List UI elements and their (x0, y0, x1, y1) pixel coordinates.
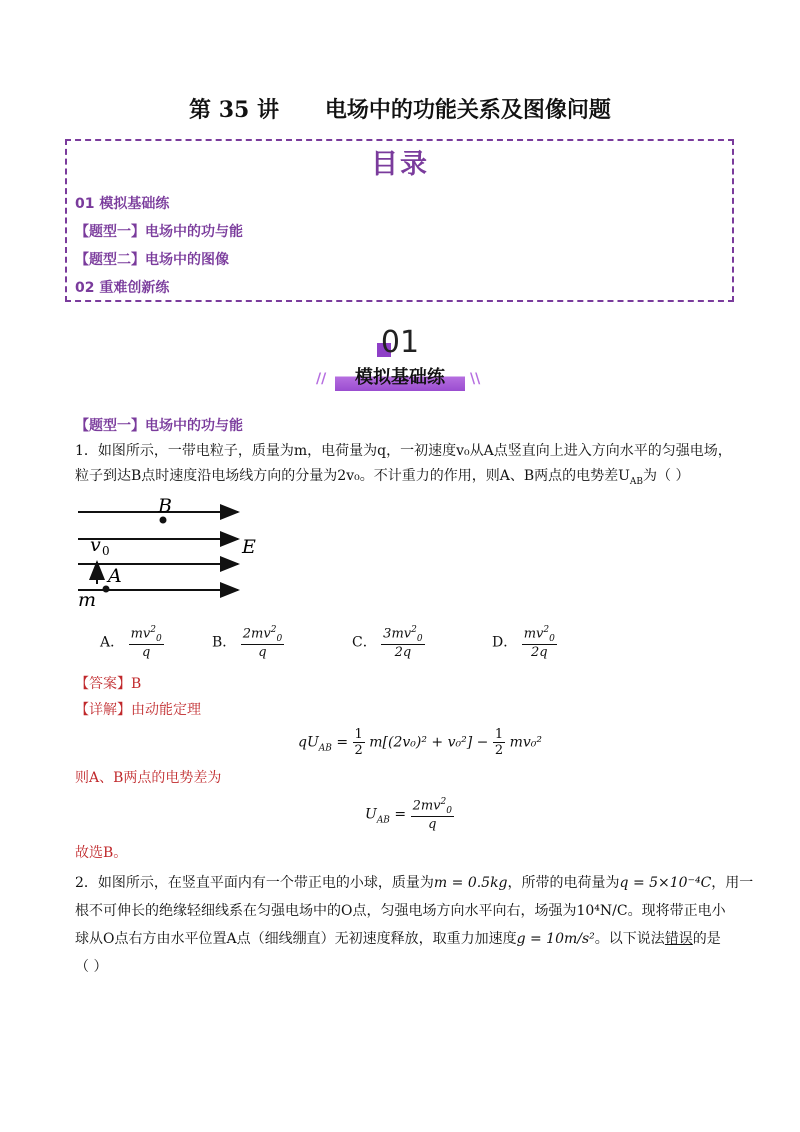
eq2-fraction (411, 797, 454, 832)
eq1-bracket: [(2v₀)² + v₀²] (382, 734, 473, 751)
section-number: 01 (380, 325, 420, 360)
q1-field-figure (70, 495, 270, 610)
label-m: m (78, 589, 97, 610)
answer-value: B (131, 676, 142, 692)
q1-line2 (75, 465, 745, 493)
eq2-sub: 0 (446, 805, 452, 816)
section-slash-right: \\ (470, 371, 481, 387)
option-a-sub: 0 (155, 633, 162, 644)
option-d-sup: 2 (543, 625, 550, 635)
q1-line2-text: 粒子到达B点时速度沿电场线方向的分量为2v₀。不计重力的作用，则A、B两点的电势差U (75, 468, 630, 484)
option-d-num: mv (523, 626, 544, 642)
option-b-sub: 0 (276, 633, 283, 644)
q2-line2: 根不可伸长的绝缘轻细线系在匀强电场中的O点，匀强电场方向水平向右，场强为10⁴N/C。现将带正电小 (75, 903, 726, 919)
q2-mass: m = 0.5kg (433, 875, 508, 891)
q2-line4: （ ） (75, 959, 108, 975)
eq2-num: 2mv (412, 798, 441, 814)
q2-line3-c: 的是 (692, 931, 721, 947)
q1-option-a[interactable] (100, 625, 164, 660)
option-a-sup: 2 (150, 625, 156, 635)
eq2-lhs: U (365, 806, 377, 823)
label-B: B (158, 495, 172, 517)
eq2-lhs-sub: AB (376, 815, 390, 826)
q1-detail (75, 699, 201, 721)
toc-item-4[interactable]: 02 重难创新练 (75, 280, 170, 296)
q2-line3-b: 。以下说法 (594, 931, 665, 947)
q2-gravity: g = 10m/s² (516, 931, 595, 947)
option-d-letter: D． (492, 634, 518, 651)
q2-wrong-word: 错误 (664, 931, 693, 947)
option-b-den: q (258, 644, 267, 660)
label-v-sub: 0 (102, 544, 110, 558)
option-b-letter: B． (212, 634, 237, 651)
section-label: 模拟基础练 (355, 367, 445, 388)
q1-conclusion: 故选B。 (75, 845, 128, 861)
option-c-den: 2q (394, 644, 412, 660)
option-a-num: mv (130, 626, 151, 642)
eq1-half-den: 2 (354, 743, 363, 758)
q2-line3 (75, 928, 745, 950)
option-b-fraction (241, 625, 284, 660)
eq1-half2-num: 1 (494, 727, 504, 742)
option-a-letter: A． (100, 634, 125, 651)
option-a-fraction (129, 625, 164, 660)
eq1-half-num: 1 (354, 727, 363, 742)
option-b-num: 2mv (242, 626, 271, 642)
eq1-half-2 (493, 727, 505, 758)
q1-line2-end: 为（ ） (643, 468, 690, 484)
toc-item-3[interactable]: 【题型二】电场中的图像 (75, 252, 229, 268)
eq2-sup: 2 (440, 797, 447, 807)
option-a-den: q (141, 644, 151, 660)
option-d-fraction (522, 625, 557, 660)
q1-answer (75, 673, 141, 695)
point-B (160, 517, 167, 524)
q1-then-text: 则A、B两点的电势差为 (75, 770, 222, 786)
eq2-equals: = (394, 806, 407, 823)
q2-line1-c: ，用一 (711, 875, 754, 891)
q1-option-d[interactable] (492, 625, 557, 660)
toc-item-1[interactable]: 01 模拟基础练 (75, 196, 170, 212)
option-d-den: 2q (530, 644, 548, 660)
eq2-den: q (428, 816, 437, 832)
question-type-heading: 【题型一】电场中的功与能 (75, 418, 243, 434)
option-c-fraction (381, 625, 424, 660)
q1-option-c[interactable] (352, 625, 425, 660)
q2-line1-a: 2．如图所示，在竖直平面内有一个带正电的小球，质量为 (75, 875, 434, 891)
q1-equation-1 (298, 727, 542, 758)
eq1-rhs: mv₀² (509, 734, 542, 751)
q1-line1: 1．如图所示，一带电粒子，质量为m，电荷量为q，一初速度v₀从A点竖直向上进入方向水平的匀强电场， (75, 443, 732, 459)
option-c-sub: 0 (416, 633, 423, 644)
eq1-half2-den: 2 (494, 743, 504, 758)
q1-option-b[interactable] (212, 625, 284, 660)
toc-heading: 目录 (371, 149, 429, 180)
eq1-m: m (369, 734, 383, 751)
eq1-equals: = (336, 734, 349, 751)
section-slash-left: // (316, 371, 327, 387)
option-c-letter: C． (352, 634, 377, 651)
q1-equation-2 (365, 797, 454, 832)
option-b-sup: 2 (270, 625, 277, 635)
eq1-half-1 (353, 727, 365, 758)
eq1-lhs: qU (298, 734, 319, 751)
eq1-lhs-sub: AB (318, 743, 332, 754)
q2-line1 (75, 872, 754, 894)
q2-line1-b: ，所带的电荷量为 (507, 875, 620, 891)
label-v: v (90, 534, 101, 556)
detail-label: 【详解】 (75, 702, 131, 718)
option-d-sub: 0 (549, 633, 555, 644)
page-title: 第 35 讲 电场中的功能关系及图像问题 (189, 97, 611, 123)
q1-line2-sub: AB (629, 476, 644, 487)
option-c-num: 3mv (383, 626, 412, 642)
q2-charge: q = 5×10⁻⁴C (619, 875, 712, 891)
option-c-sup: 2 (411, 625, 417, 635)
label-A: A (108, 565, 122, 587)
detail-text: 由动能定理 (131, 702, 201, 718)
toc-item-2[interactable]: 【题型一】电场中的功与能 (75, 224, 243, 240)
q2-line3-a: 球从O点右方由水平位置A点（细线绷直）无初速度释放，取重力加速度 (75, 931, 517, 947)
answer-label: 【答案】 (75, 676, 131, 692)
label-E: E (242, 536, 256, 558)
eq1-minus: − (476, 734, 489, 751)
